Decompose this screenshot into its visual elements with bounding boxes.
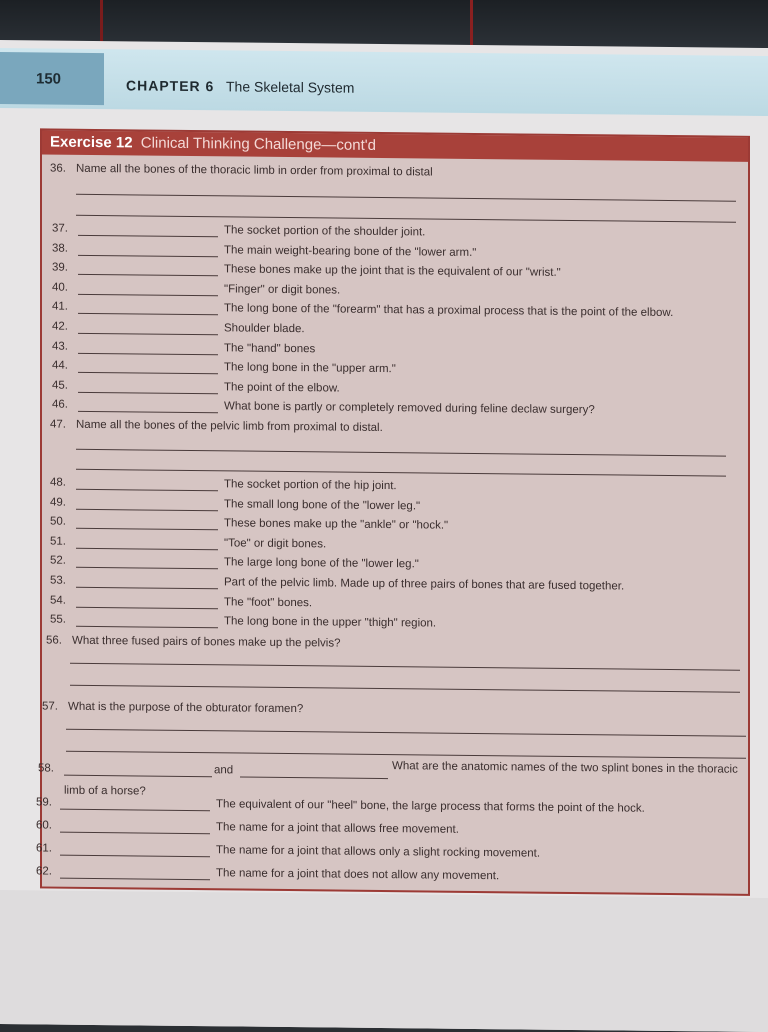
item-description: Shoulder blade. [224,322,305,336]
answer-blank[interactable] [60,832,210,835]
question-number: 36. [50,162,66,175]
exercise-number: Exercise 12 [50,133,133,152]
item-number: 59. [36,796,52,809]
answer-line[interactable] [70,685,740,693]
question-text: Name all the bones of the pelvic limb from proximal to distal. [76,418,383,435]
answer-blank[interactable] [76,626,218,628]
answer-blank[interactable] [76,587,218,589]
item-number: 61. [36,842,52,855]
question-text: Name all the bones of the thoracic limb in order from proximal to distal [76,162,433,179]
answer-line[interactable] [66,751,746,759]
item-description: These bones make up the joint that is the equivalent of our "wrist." [224,263,561,280]
item-description: The main weight-bearing bone of the "lower arm." [224,243,477,259]
item-description: The point of the elbow. [224,381,340,395]
question-text: What are the anatomic names of the two splint bones in the thoracic [392,760,738,776]
question-number: 56. [46,634,62,647]
answer-blank[interactable] [76,528,218,530]
item-number: 55. [50,613,66,626]
item-description: The long bone in the upper "thigh" region. [224,615,437,630]
item-number: 38. [52,242,68,255]
item-description: These bones make up the "ankle" or "hock." [224,517,449,532]
answer-blank[interactable] [78,294,218,296]
question-number: 47. [50,418,66,431]
answer-blank[interactable] [76,606,218,608]
answer-blank[interactable] [60,855,210,858]
item-number: 51. [50,535,66,548]
item-number: 60. [36,819,52,832]
item-description: "Finger" or digit bones. [224,283,341,297]
item-number: 48. [50,476,66,489]
item-description: The long bone of the "forearm" that has a proximal process that is the point of the elbow. [224,302,674,320]
item-number: 41. [52,300,68,314]
item-number: 49. [50,496,66,509]
item-description: The name for a joint that allows free movement. [216,821,459,836]
exercise-box [36,128,750,895]
item-description: What bone is partly or completely removed during feline declaw surgery? [224,400,595,417]
answer-blank[interactable] [78,352,218,354]
item-number: 42. [52,320,68,333]
item-number: 46. [52,398,68,412]
item-description: The name for a joint that does not allow any movement. [216,867,500,883]
exercise-header [42,130,748,161]
chapter-label: CHAPTER 6 [126,77,215,95]
answer-blank[interactable] [76,567,218,569]
answer-blank[interactable] [78,254,218,256]
item-number: 40. [52,281,68,294]
item-description: Part of the pelvic limb. Made up of three pairs of bones that are fused together. [224,576,625,593]
item-number: 53. [50,574,66,587]
page-header-band [0,48,768,116]
question-text-continued: limb of a horse? [64,784,146,798]
answer-blank[interactable] [76,489,218,491]
exercise-subtitle: Clinical Thinking Challenge—cont'd [140,134,376,154]
answer-blank[interactable] [78,392,218,394]
item-description: "Toe" or digit bones. [224,537,327,551]
answer-blank[interactable] [76,548,218,550]
item-description: The large long bone of the "lower leg." [224,556,419,571]
answer-line[interactable] [70,663,740,671]
answer-blank[interactable] [60,809,210,812]
answer-blank[interactable] [78,235,218,237]
answer-blank[interactable] [78,372,218,374]
item-description: The equivalent of our "heel" bone, the large process that forms the point of the hock. [216,798,645,815]
item-number: 43. [52,340,68,353]
background-edge [470,0,473,50]
item-description: The "foot" bones. [224,595,313,609]
chapter-heading [126,77,354,95]
chapter-title: The Skeletal System [226,78,355,96]
item-description: The "hand" bones [224,341,316,355]
answer-line[interactable] [76,469,726,477]
item-number: 54. [50,594,66,607]
question-text: What three fused pairs of bones make up the pelvis? [72,634,341,650]
item-number: 50. [50,515,66,528]
answer-line[interactable] [76,449,726,457]
connector-text: and [214,764,234,777]
question-number: 57. [42,700,58,713]
question-number: 58. [38,762,54,775]
blank-page-area [0,890,768,1032]
question-text: What is the purpose of the obturator foramen? [68,700,304,716]
answer-line[interactable] [66,729,746,737]
item-number: 44. [52,359,68,372]
answer-blank[interactable] [60,878,210,881]
item-description: The name for a joint that allows only a slight rocking movement. [216,844,541,860]
answer-blank[interactable] [64,775,212,778]
answer-blank[interactable] [78,333,218,335]
item-number: 52. [50,554,66,568]
page-number: 150 [36,70,62,88]
answer-blank[interactable] [240,777,388,780]
workbook-page [0,40,768,1032]
item-number: 45. [52,379,68,392]
item-description: The socket portion of the shoulder joint. [224,224,426,239]
item-description: The small long bone of the "lower leg." [224,497,421,512]
item-description: The socket portion of the hip joint. [224,478,397,493]
answer-blank[interactable] [78,313,218,315]
answer-blank[interactable] [78,411,218,413]
answer-line[interactable] [76,194,736,202]
item-number: 39. [52,261,68,274]
item-number: 62. [36,865,52,878]
item-number: 37. [52,222,68,235]
answer-blank[interactable] [76,508,218,510]
exercise-title [50,134,376,154]
answer-line[interactable] [76,215,736,223]
answer-blank[interactable] [78,274,218,276]
item-description: The long bone in the "upper arm." [224,361,396,376]
